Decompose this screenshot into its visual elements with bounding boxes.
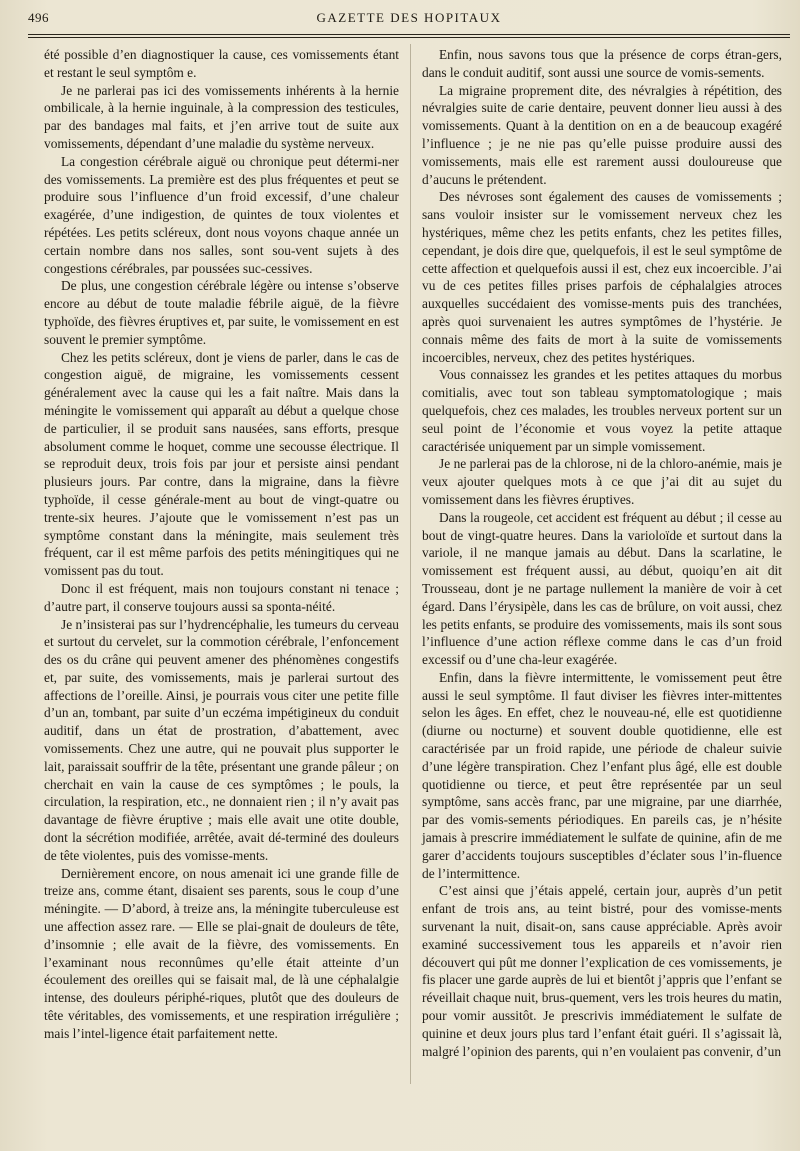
paragraph: De plus, une congestion cérébrale légère ou intense s’observe encore au début de toute maladie fébrile aiguë, de la fièvre typhoïde, des fièvres éruptives et, par suite, le vomissement en est souvent le premier symptôme. [44, 278, 399, 347]
right-column [422, 46, 782, 1060]
paragraph: Je ne parlerai pas de la chlorose, ni de la chloro-anémie, mais je veux ajouter quelques mots à ce que j’ai dit au sujet du vomissement dans les fièvres éruptives. [422, 456, 782, 507]
paragraph: C’est ainsi que j’étais appelé, certain jour, auprès d’un petit enfant de trois ans, au teint bistré, pour des vomisse-ments survenant la nuit, disait-on, sans cause appréciable. Après avoir examiné successivement tous les appareils et n’avoir rien découvert qui pût me donner l’explication de ces vomissements, je fis placer une garde auprès de lui et bientôt j’appris que l’enfant se réveillait chaque nuit, brus-quement, vers les trois heures du matin, pour vomir aussitôt. Je prescrivis immédiatement le sulfate de quinine et deux jours plus tard l’enfant était guéri. Il s’agissait là, malgré l’opinion des parents, qui n’en voulaient pas convenir, d’un [422, 883, 782, 1059]
page-header [28, 10, 790, 32]
paragraph: La congestion cérébrale aiguë ou chronique peut détermi-ner des vomissements. La première est des plus fréquentes et peut se produire sous l’influence d’un froid excessif, d’une chaleur exagérée, d’une indigestion, de quintes de toux violentes et répétées. Les petits scléreux, dont nous voyons chaque année un certain nombre dans nos salles, sont sou-vent sujets à des congestions cérébrales, par poussées suc-cessives. [44, 153, 399, 276]
paragraph: Enfin, dans la fièvre intermittente, le vomissement peut être aussi le seul symptôme. Il faut diviser les fièvres inter-mittentes selon les âges. En effet, chez le nouveau-né, elle est quotidienne (diurne ou nocturne) et souvent double quotidienne, elle est caractérisée par un froid rapide, une période de chaleur suivie d’une légère transpiration. Chez l’enfant plus âgé, elle est double quotidienne ou tierce, et peut être représentée par un seul symptôme, sans accès franc, par une migraine, par une diarrhée, par des vomis-sements périodiques. En pareils cas, je n’hésite jamais à prescrire immédiatement le sulfate de quinine, afin de me garer d’accidents toujours susceptibles d’éclater sous l’in-fluence de l’intermittence. [422, 669, 782, 881]
column-divider [410, 44, 411, 1084]
page-number: 496 [28, 10, 49, 25]
paragraph: La migraine proprement dite, des névralgies à répétition, des névralgies suite de carie dentaire, peuvent donner lieu aussi à des vomissements. Quant à la dentition on en a de beaucoup exagéré l’influence ; je ne nie pas qu’elle puisse produire aussi des vomissements, mais elle est rarement aussi douloureuse que d’aucuns le prétendent. [422, 82, 782, 187]
header-rule-top [28, 34, 790, 35]
paragraph: Des névroses sont également des causes de vomissements ; sans vouloir insister sur le vomissement nerveux chez les hystériques, même chez les petits enfants, chez les petites filles, cependant, je dois dire que, quelquefois, il est le seul symptôme de cette affection et quelquefois aussi il est, chez eux incoercible. J’ai vu de ces petites filles prises parfois de céphalalgies atroces auxquelles succédaient des vomisse-ments puis des tranchées, après quoi survenaient les autres symptômes de l’hystérie. Je connais même des faits de mort à la suite de vomissements incoercibles, nerveux, chez des petites hystériques. [422, 189, 782, 365]
paragraph: Vous connaissez les grandes et les petites attaques du morbus comitialis, avec tout son tableau symptomatologique ; mais quelquefois, chez ces malades, les troubles nerveux portent sur un seul point de l’économie et vous voyez la petite attaque caractérisée uniquement par un simple vomissement. [422, 367, 782, 454]
header-rule-bottom [28, 37, 790, 38]
paragraph: Donc il est fréquent, mais non toujours constant ni tenace ; d’autre part, il conserve toujours aussi sa sponta-néité. [44, 580, 399, 614]
paragraph: Chez les petits scléreux, dont je viens de parler, dans le cas de congestion aiguë, de migraine, les vomissements cessent généralement avec la cause qui les a fait naître. Mais dans la méningite le vomissement qui apparaît au début a quelque chose de particulier, il se produit sans nausées, sans efforts, presque absolument comme le hoquet, comme une secousse électrique. Il se reproduit deux, trois fois par jour et persiste ainsi pendant plusieurs jours. Par contre, dans la migraine, dans la fièvre typhoïde, il cesse générale-ment au bout de vingt-quatre ou trente-six heures. J’ajoute que le vomissement n’est pas un symptôme constant dans la méningite, mais seulement très fréquent, car il est même parfois des petits méningitiques qui ne vomissent pas du tout. [44, 349, 399, 579]
paragraph: Je n’insisterai pas sur l’hydrencéphalie, les tumeurs du cerveau et surtout du cervelet, sur la commotion cérébrale, l’enfoncement des os du crâne qui peuvent amener des phénomènes congestifs et, par suite, des vomissements, mais je parlerai surtout des affections de l’oreille. Ainsi, je pourrais vous citer une petite fille d’un an, tombant, par suite d’un eczéma impétigineux du conduit auditif, dans un état de prostration, d’abattement, avec vomissements. Chez une autre, qui ne pouvait plus supporter le lait, paraissait souffrir de la tête, présentant une grande pâleur ; on cherchait en vain la cause de ces symptômes ; le pouls, la circulation, la respiration, etc., ne donnaient rien ; il n’y avait pas davantage de fièvre éruptive ; mais elle avait une otite double, dont la sécrétion modifiée, arrêtée, avait dé-terminé des douleurs de tête violentes, puis des vomisse-ments. [44, 616, 399, 863]
paragraph: Dans la rougeole, cet accident est fréquent au début ; il cesse au bout de vingt-quatre heures. Dans la varioloïde et surtout dans la variole, il ne manque jamais au début. Dans la scarlatine, le vomissement est fréquent aussi, au début, quoiqu’en ait dit Trousseau, dont je ne partage nullement la manière de voir à cet égard. Dans l’érysipèle, dans les cas de brûlure, on voit aussi, chez les petits enfants, se produire des vomissements, mais ils sont sous l’influence d’une action réflexe comme dans le cas d’un froid excessif ou d’une cha-leur exagérée. [422, 509, 782, 668]
paragraph: Dernièrement encore, on nous amenait ici une grande fille de treize ans, comme étant, disaient ses parents, sous le coup d’une méningite. — D’abord, à treize ans, la méningite tuberculeuse est une affection assez rare. — Elle se plai-gnait de douleurs de tête, d’insomnie ; elle avait de la fièvre, des vomissements. En l’examinant nous reconnûmes qu’elle était atteinte d’un écoulement des oreilles qui se faisait mal, de là une céphalalgie intense, des douleurs périphé-riques, plutôt que des douleurs de tête véritables, des vomissements, et une respiration irrégulière ; mais l’intel-ligence était parfaitement nette. [44, 865, 399, 1041]
paragraph: Je ne parlerai pas ici des vomissements inhérents à la hernie ombilicale, à la hernie inguinale, à la compression des testicules, par des bandages mal faits, et j’en arrive tout de suite aux vomissements, dépendant d’une maladie du système nerveux. [44, 82, 399, 151]
paragraph: Enfin, nous savons tous que la présence de corps étran-gers, dans le conduit auditif, sont aussi une source de vomis-sements. [422, 47, 782, 80]
journal-title: GAZETTE DES HOPITAUX [316, 10, 502, 25]
paragraph: été possible d’en diagnostiquer la cause, ces vomissements étant et restant le seul symptôm e. [44, 47, 399, 80]
left-column [44, 46, 399, 1043]
